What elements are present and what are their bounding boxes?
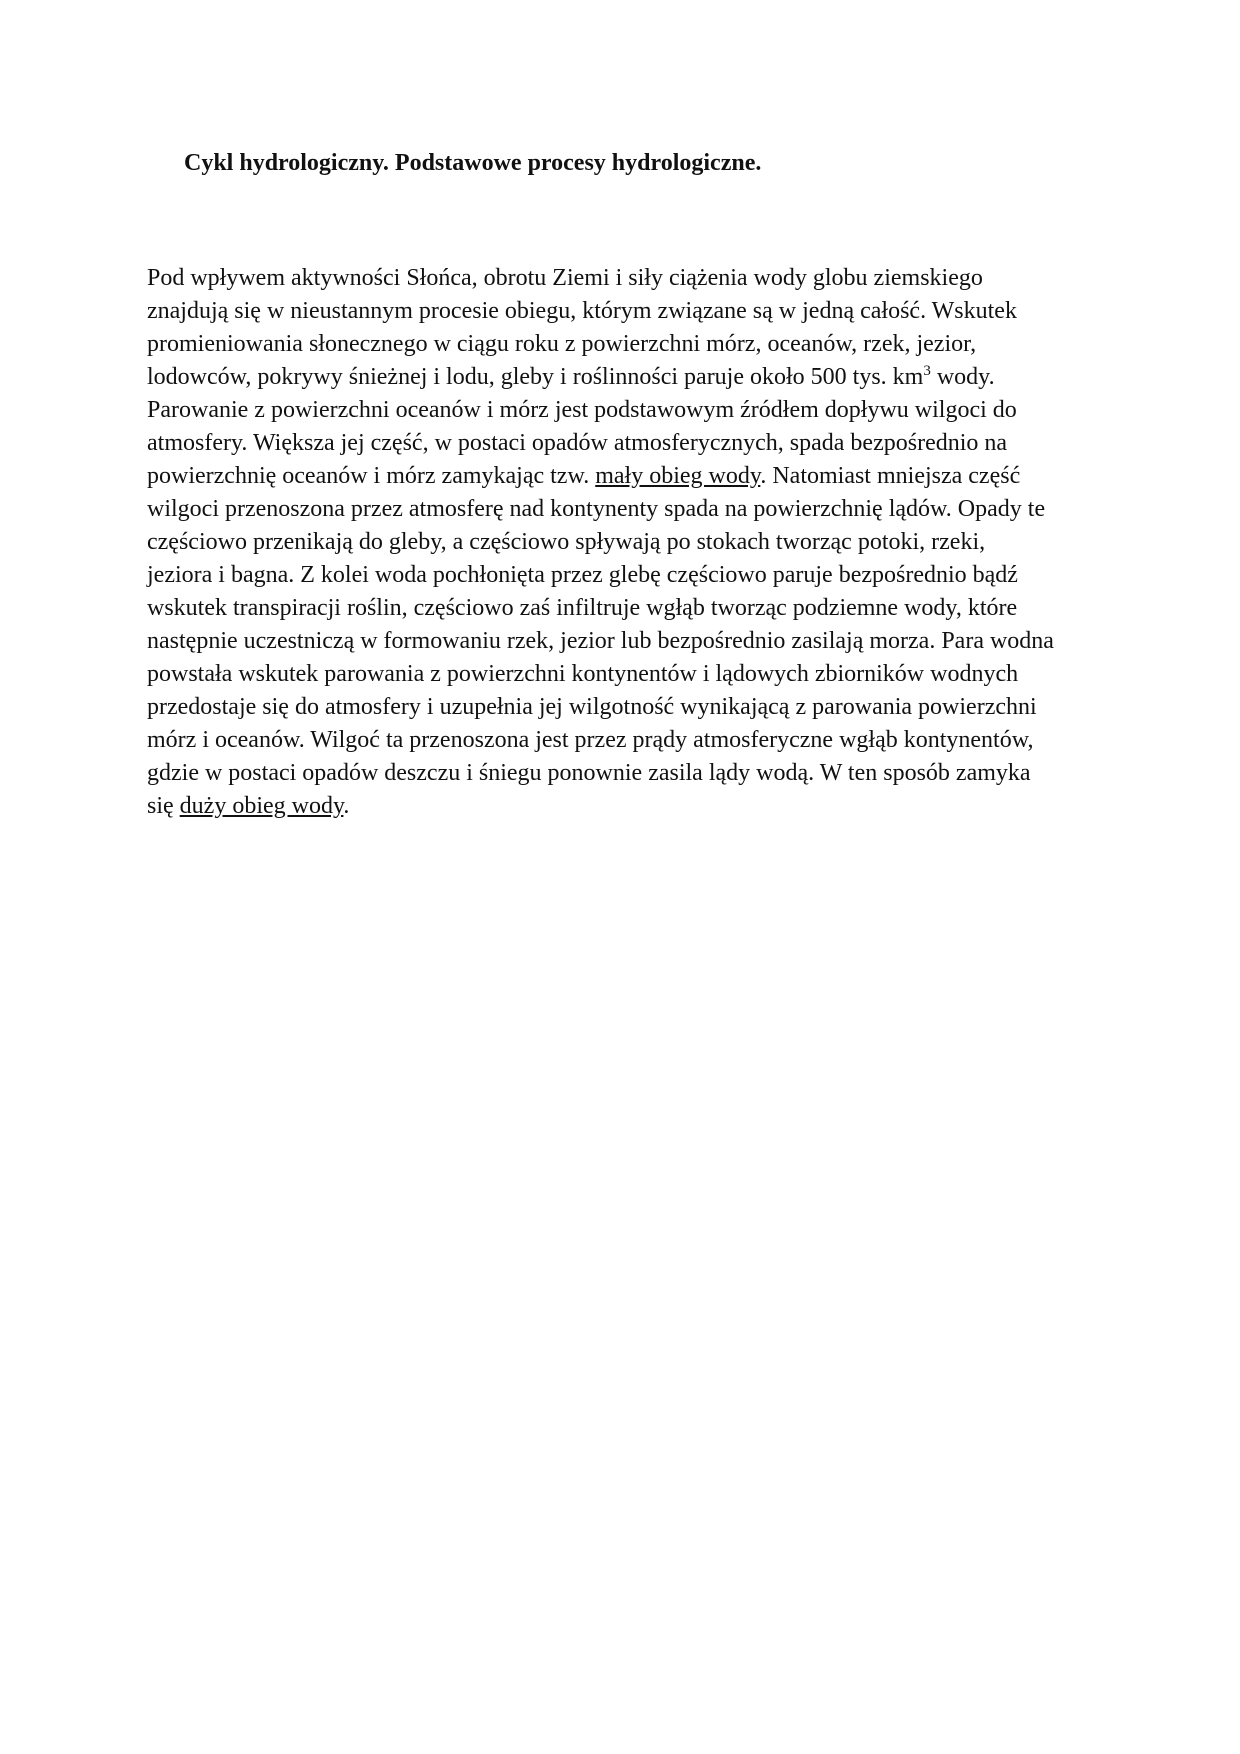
paragraph-line: przedostaje się do atmosfery i uzupełnia jej wilgotność wynikającą z parowania powierzchni	[147, 694, 1037, 720]
document-title: Cykl hydrologiczny. Podstawowe procesy hydrologiczne.	[184, 150, 762, 176]
paragraph-line: wskutek transpiracji roślin, częściowo zaś infiltruje wgłąb tworząc podziemne wody, które	[147, 595, 1018, 621]
paragraph-line: mórz i oceanów. Wilgoć ta przenoszona jest przez prądy atmosferyczne wgłąb kontynentów,	[147, 727, 1034, 753]
line-text: wody.	[930, 364, 995, 390]
paragraph-line: następnie uczestniczą w formowaniu rzek, jezior lub bezpośrednio zasilają morza. Para wodna	[147, 628, 1054, 654]
paragraph-line	[147, 790, 1107, 823]
paragraph-line: gdzie w postaci opadów deszczu i śniegu ponownie zasila lądy wodą. W ten sposób zamyka	[147, 760, 1031, 786]
paragraph-line: promieniowania słonecznego w ciągu roku z powierzchni mórz, oceanów, rzek, jezior,	[147, 331, 977, 357]
paragraph-line: znajdują się w nieustannym procesie obiegu, którym związane są w jedną całość. Wskutek	[147, 298, 1017, 324]
paragraph-line: Parowanie z powierzchni oceanów i mórz jest podstawowym źródłem dopływu wilgoci do	[147, 397, 1017, 423]
paragraph-line	[147, 361, 1107, 394]
line-text: .	[343, 793, 350, 819]
line-text: lodowców, pokrywy śnieżnej i lodu, gleby i roślinności paruje około 500 tys. km	[147, 364, 924, 390]
paragraph-line: jeziora i bagna. Z kolei woda pochłonięta przez glebę częściowo paruje bezpośrednio bądź	[147, 562, 1018, 588]
line-text: . Natomiast mniejsza część	[760, 463, 1021, 489]
body-paragraph	[147, 262, 1107, 823]
paragraph-line: atmosfery. Większa jej część, w postaci opadów atmosferycznych, spada bezpośrednio na	[147, 430, 1008, 456]
line-text: się	[147, 793, 180, 819]
underlined-term-small-cycle: mały obieg wody	[595, 463, 761, 489]
underlined-term-large-cycle: duży obieg wody	[179, 793, 344, 819]
paragraph-line: Pod wpływem aktywności Słońca, obrotu Ziemi i siły ciążenia wody globu ziemskiego	[147, 265, 983, 291]
paragraph-line: częściowo przenikają do gleby, a częściowo spływają po stokach tworząc potoki, rzeki,	[147, 529, 986, 555]
superscript-exponent: 3	[923, 363, 931, 379]
paragraph-line: wilgoci przenoszona przez atmosferę nad kontynenty spada na powierzchnię lądów. Opady te	[147, 496, 1046, 522]
paragraph-line: powstała wskutek parowania z powierzchni kontynentów i lądowych zbiorników wodnych	[147, 661, 1019, 687]
line-text: powierzchnię oceanów i mórz zamykając tzw.	[147, 463, 596, 489]
paragraph-line	[147, 460, 1107, 493]
